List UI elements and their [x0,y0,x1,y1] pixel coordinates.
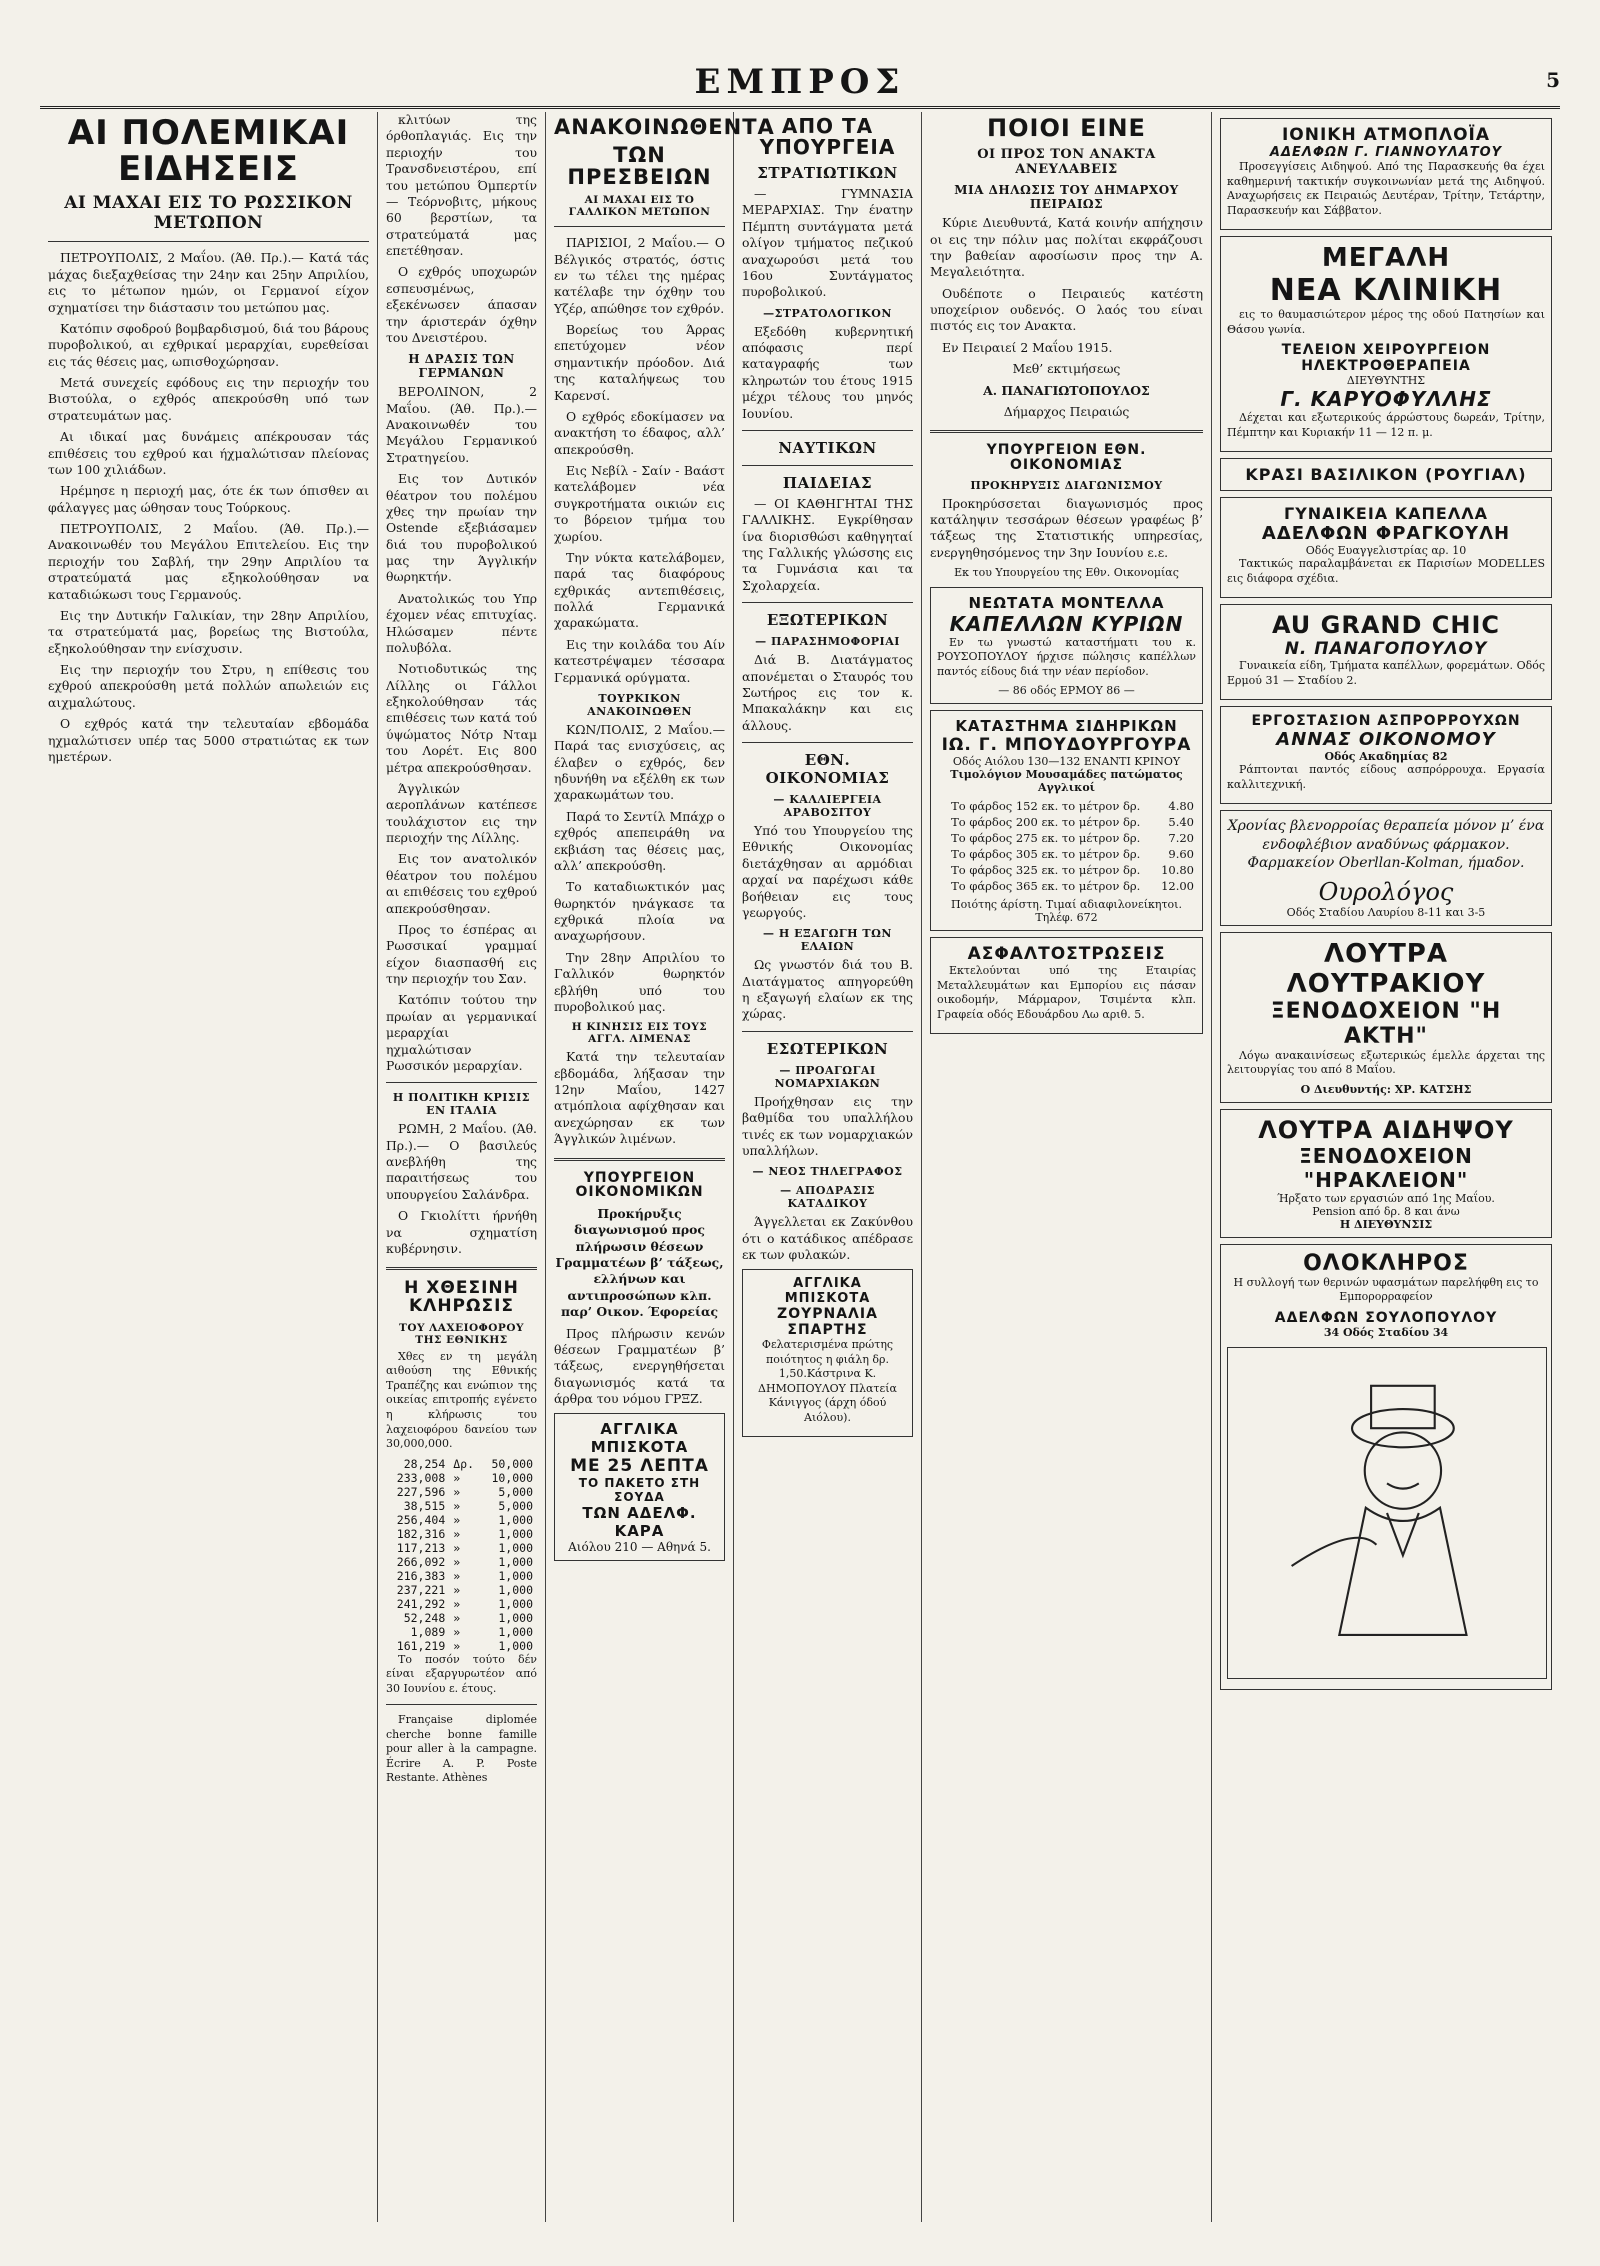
asphalt-title: ΑΣΦΑΛΤΟΣΤΡΩΣΕΙΣ [967,944,1166,965]
recruitment-subhead: —ΣΤΡΑΤΟΛΟΓΙΚΟΝ [763,306,892,320]
signature-line-3: Δήμαρχος Πειραιώς [1003,403,1130,419]
price-cell: Το φάρδος 305 εκ. το μέτρον δρ. [951,847,1141,862]
grand-chic-line2: Ν. ΠΑΝΑΓΟΠΟΥΛΟΥ [1284,639,1488,660]
article-paragraph: Ηρέμησε η περιοχή μας, ότε έκ των όπισθεν αι φάλαγγες μας ώθησαν τους Τούρκους. [48,483,369,515]
education-subhead: ΠΑΙΔΕΙΑΣ [782,473,873,492]
article-paragraph: Ο εχθρός υποχωρών εσπευσμένως, εξεκένωσεν άπασαν την άριστεράν όχθην του Δνειστέρου. [386,264,537,345]
lottery-cell: 1,000 [498,1554,533,1569]
article-paragraph: Εις την Δυτικήν Γαλικίαν, την 28ην Απριλίου, τα στρατεύματά μας, βορείως της Βιστούλα, εξηκολούθησαν την ενίσχυσιν. [48,607,369,656]
biscuits-ad-line2: ΜΕ 25 ΛΕΠΤΑ [570,1456,709,1477]
interior-subhead: ΕΣΩΤΕΡΙΚΩΝ [766,1039,889,1058]
article-paragraph: κλιτύων της όρθοπλαγιάς. Εις την περιοχήν του Τρανσδνειστέρου, επί του μετώπου Όμπερτίν — Τεόρνοβιτς, μήκους 60 βερστίων, τα στρατεύματά μας επετέθησαν. [386,112,537,258]
classified-ad: Française diplomée cherche bonne famille pour aller à la campagne. Écrire A. P. Poste Restante. Athènes [386,1713,537,1785]
lottery-row [386,1555,537,1569]
finance-ministry-sub: Προκήρυξις διαγωνισμού προς πλήρωσιν θέσεων Γραμματέων β’ τάξεως, ελλήνων και αντιπροσώπων κλπ. παρ’ Οικον. Έφορείας [555,1205,724,1320]
price-cell: Το φάρδος 275 εκ. το μέτρον δρ. [951,831,1141,846]
lottery-row [386,1457,537,1471]
article-paragraph: ΠΕΤΡΟΥΠΟΛΙΣ, 2 Μαΐου. (Άθ. Πρ.).— Κατά τάς μάχας διεξαχθείσας την 24ην και 25ην Απριλίου, εις το μέτωπον ημών, οι Γερμανοί είχον σχηματίσει την διάστασιν του μετώπου μας. [48,250,369,315]
lottery-cell: 50,000 [491,1456,533,1471]
corn-subhead: — ΚΑΛΛΙΕΡΓΕΙΑ ΑΡΑΒΟΣΙΤΟΥ [773,793,882,819]
lottery-cell: 10,000 [491,1470,533,1485]
sparta-ad-text: Φελατερισμένα πρώτης ποιότητος η φιάλη δρ. 1,50.Κάστρινα Κ. ΔΗΜΟΠΟΥΛΟΥ Πλατεία Κάνιγγος (άρχη όδού Αιόλου). [758,1338,897,1424]
hardware-ad [930,710,1203,931]
ionian-title: ΙΟΝΙΚΗ ΑΤΜΟΠΛΟΪΑ [1281,125,1491,145]
article-paragraph: Νοτιοδυτικώς της Λίλλης οι Γάλλοι εξηκολούθησαν τάς επιθέσεις των κατά τού ύψώματος Νότρ Νταμ του Λορέτ. Εις 800 μέτρα απεκρούσθησαν. [386,661,537,775]
hats-men-line2: ΚΑΠΕΛΛΩΝ ΚΥΡΙΩΝ [949,611,1184,636]
lottery-cell: 1,000 [498,1512,533,1527]
lottery-cell: » [453,1470,461,1485]
loutraki-text: Λόγω ανακαινίσεως εξωτερικώς έμελλε άρχεται της λειτουργίας του από 8 Μαΐου. [1227,1048,1545,1077]
hardware-tel: Ποιότης άρίστη. Τιμαί αδιαφιλονείκητοι. Τηλέφ. 672 [951,898,1182,925]
escape-subhead: — ΑΠΟΔΡΑΣΙΣ ΚΑΤΑΔΙΚΟΥ [780,1184,875,1211]
biscuits-ad-line1: ΑΓΓΛΙΚΑ ΜΠΙΣΚΟΤΑ [590,1420,689,1457]
price-row [937,862,1196,878]
article-paragraph: ΒΕΡΟΛΙΝΟΝ, 2 Μαΐου. (Άθ. Πρ.).— Ανακοινωθέν του Μεγάλου Γερμανικού Στρατηγείου. [386,384,537,465]
workshop-line1: ΕΡΓΟΣΤΑΣΙΟΝ ΑΣΠΡΟΡΡΟΥΧΩΝ [1251,713,1521,730]
clinic-doctor: Γ. ΚΑΡΥΟΦΥΛΛΗΣ [1280,387,1492,412]
article-paragraph: Υπό του Υπουργείου της Εθνικής Οικονομίας διετάχθησαν αι αρμόδιαι αρχαί να παρέχωσι κάθε βοήθειαν εις τους γεωργούς. [742,823,913,920]
loutraki-owner: Ο Διευθυντής: ΧΡ. ΚΑΤΣΗΣ [1300,1082,1472,1096]
olives-subhead: — Η ΕΞΑΓΩΓΗ ΤΩΝ ΕΛΑΙΩΝ [763,927,892,954]
hats-men-line1: ΝΕΩΤΑΤΑ ΜΟΝΤΕΛΛΑ [968,593,1165,612]
price-cell: 4.80 [1168,799,1194,814]
page-number: 5 [1546,68,1560,92]
lottery-row [386,1471,537,1485]
decorations-subhead: — ΠΑΡΑΣΗΜΟΦΟΡΙΑΙ [755,635,900,649]
tailor-title: ΟΛΟΚΛΗΡΟΣ [1303,1250,1469,1276]
clinic-line2: ΝΕΑ ΚΛΙΝΙΚΗ [1269,273,1503,309]
lottery-cell: » [453,1540,461,1555]
sparta-ad-line2: ΖΟΥΡΝΑΛΙΑ ΣΠΑΡΤΗΣ [777,1306,878,1339]
price-row [937,878,1196,894]
clinic-text: εις το θαυμασιώτερον μέρος της οδού Πατησίων και Θάσου γωνία. [1227,308,1545,336]
naval-subhead: ΝΑΥΤΙΚΩΝ [778,438,877,457]
article-paragraph: Διά Β. Διατάγματος απονέμεται ο Σταυρός του Σωτήρος εις τον κ. Μπακαλάκην και εις άλλους. [742,652,913,733]
lottery-cell: 1,000 [498,1596,533,1611]
foreign-subhead: ΕΞΩΤΕΡΙΚΩΝ [766,611,889,630]
lottery-cell: » [453,1498,461,1513]
price-row [937,798,1196,814]
article-paragraph: Ο εχθρός εδοκίμασεν να ανακτήση το έδαφος, αλλ’ απεκρούσθη. [554,408,725,457]
lottery-cell: 233,008 [396,1470,446,1485]
article-paragraph: Άγγλικών αεροπλάνων κατέπεσε τουλάχιστον εις την περιοχήν της Λίλλης. [386,780,537,845]
ionian-ad [1220,118,1552,230]
lottery-cell: 1,089 [410,1624,446,1639]
workshop-text: Ράπτονται παντός είδους ασπρόρρουχα. Εργασία καλλιτεχνική. [1227,763,1545,791]
price-cell: 5.40 [1168,815,1194,830]
german-action-subhead: Η ΔΡΑΣΙΣ ΤΩΝ ΓΕΡΜΑΝΩΝ [408,352,515,381]
lottery-cell: 1,000 [498,1540,533,1555]
lottery-cell: » [453,1554,461,1569]
lottery-text: Χθες εν τη μεγάλη αιθούση της Εθνικής Τραπέζης και ενώπιον της οικείας επιτροπής εγένετο η κλήρωσις του λαχειοφόρου δανείου των 30,000,000. [386,1349,537,1451]
price-row [937,814,1196,830]
article-paragraph: Ανατολικώς του Υπρ έχομεν νέας επιτυχίας. Ηλώσαμεν πέντε πολυβόλα. [386,590,537,655]
ministries-banner: ΑΠΟ ΤΑ ΥΠΟΥΡΓΕΙΑ [759,114,896,159]
article-paragraph: Ο εχθρός κατά την τελευταίαν εβδομάδα ηχμαλώτισεν υπέρ τας 5000 στρατιώτας εκ των ημετέρων. [48,716,369,764]
hardware-line1: ΚΑΤΑΣΤΗΜΑ ΣΙΔΗΡΙΚΩΝ [955,717,1178,736]
workshop-addr: Οδός Ακαδημίας 82 [1324,750,1448,764]
biscuits-ad-line5: Αιόλου 210 — Αθηνά 5. [568,1540,711,1555]
lottery-cell: Δρ. [453,1456,475,1471]
article-paragraph: ΠΑΡΙΣΙΟΙ, 2 Μαΐου.— Ο Βέλγικός στρατός, όστις εν τω τέλει της ημέρας κατέλαβε την όχθην του Υζέρ, απώθησε τον εχθρόν. [554,235,725,316]
aidipsos-line2: ΞΕΝΟΔΟΧΕΙΟΝ "ΗΡΑΚΛΕΙΟΝ" [1299,1143,1473,1192]
loutraki-ad [1220,932,1552,1103]
lottery-title: Η ΧΘΕΣΙΝΗ ΚΛΗΡΩΣΙΣ [404,1278,519,1317]
telegraph-subhead: — ΝΕΟΣ ΤΗΛΕΓΡΑΦΟΣ [752,1165,903,1179]
lottery-cell: » [453,1484,461,1499]
masthead [40,62,1560,109]
aidipsos-text: Ήρξατο των εργασιών από 1ης Μαΐου. [1277,1191,1495,1205]
lottery-cell: 237,221 [396,1582,446,1597]
economy-ministry-note: Εκ του Υπουργείου της Εθν. Οικονομίας [954,566,1179,580]
lottery-cell: 227,596 [396,1484,446,1499]
price-cell: 12.00 [1161,879,1194,894]
hardware-line2: ΙΩ. Γ. ΜΠΟΥΔΟΥΡΓΟΥΡΑ [941,735,1192,756]
aidipsos-price: Pension από δρ. 8 και άνω [1312,1204,1460,1218]
price-cell: 9.60 [1168,847,1194,862]
lottery-cell: » [453,1596,461,1611]
italy-crisis-subhead: Η ΠΟΛΙΤΙΚΗ ΚΡΙΣΙΣ ΕΝ ΙΤΑΛΙΑ [392,1091,531,1118]
ionian-text: Προσεγγίσεις Αιδηψού. Από της Παρασκευής θα έχει καθημερινή τακτικήν συγκοινωνίαν μετά της Αιδηψού. Αναχωρήσεις εκ Πειραιώς Δευτέραν, Τρίτην, Τετάρτην, Παρασκευήν και Σάββατον. [1227,160,1545,217]
war-news-banner: ΑΙ ΠΟΛΕΜΙΚΑΙ ΕΙΔΗΣΕΙΣ [67,113,350,189]
promotions-subhead: — ΠΡΟΑΓΩΓΑΙ ΝΟΜΑΡΧΙΑΚΩΝ [774,1063,881,1090]
price-table [937,798,1196,894]
lottery-cell: 266,092 [396,1554,446,1569]
article-paragraph: Εξεδόθη κυβερνητική απόφασις περί καταγραφής των κληρωτών του έτους 1915 μέχρι τέλους του μηνός Ιουνίου. [742,323,913,421]
who-subhead-1: ΟΙ ΠΡΟΣ ΤΟΝ ΑΝΑΚΤΑ ΑΝΕΥΛΑΒΕΙΣ [977,147,1156,178]
embassies-subhead: ΑΙ ΜΑΧΑΙ ΕΙΣ ΤΟ ΓΑΛΛΙΚΟΝ ΜΕΤΩΠΟΝ [568,194,711,219]
article-paragraph: Κατά την τελευταίαν εβδομάδα, λήξασαν την 12ην Μαΐου, 1427 ατμόπλοια αφίχθησαν και ανεχώρησαν εκ των Άγγλικών λιμένων. [554,1049,725,1147]
workshop-line2: ΑΝΝΑΣ ΟΙΚΟΝΟΜΟΥ [1276,729,1496,751]
sparta-ad [742,1269,913,1437]
column-embassies [546,112,775,2222]
lottery-cell: 1,000 [498,1526,533,1541]
masthead-title: ΕΜΠΡΟΣ [694,62,906,102]
lottery-row [386,1527,537,1541]
price-cell: Το φάρδος 325 εκ. το μέτρον δρ. [951,863,1141,878]
article-paragraph: Εις Νεβίλ - Σαίν - Βαάστ κατελάβομεν νέα συγκροτήματα οικιών εις το βόρειον τμήμα του χωρίου. [554,463,725,544]
article-paragraph: Την νύκτα κατελάβομεν, παρά τας διαφόρους εχθρικάς αντεπιθέσεις, πολλά Γερμανικά χαρακώματα. [554,549,725,631]
ionian-subtitle: ΑΔΕΛΦΩΝ Γ. ΓΙΑΝΝΟΥΛΑΤΟΥ [1269,145,1503,160]
article-paragraph: Προήχθησαν εις την βαθμίδα του υπαλλήλου τινές εκ των νομαρχιακών υπαλλήλων. [742,1093,913,1158]
lottery-cell: 38,515 [403,1498,446,1513]
clinic-director-label: ΔΙΕΥΘΥΝΤΗΣ [1346,374,1426,388]
sparta-ad-line1: ΑΓΓΛΙΚΑ ΜΠΙΣΚΟΤΑ [784,1276,871,1307]
loutraki-line2: ΞΕΝΟΔΟΧΕΙΟΝ "Η ΑΚΤΗ" [1270,998,1502,1049]
wine-title: ΚΡΑΣΙ ΒΑΣΙΛΙΚΟΝ (ΡΟΥΓΙΑΛ) [1245,465,1527,485]
article-paragraph: ΚΩΝ/ΠΟΛΙΣ, 2 Μαΐου.— Παρά τας ενισχύσεις, ας έλαβεν ο εχθρός, δεν ηδυνήθη να εξέλθη εκ των χαρακωμάτων του. [554,721,725,803]
signature-line-1: Μεθ’ εκτιμήσεως [1012,361,1121,377]
article-paragraph: Την 28ην Απριλίου το Γαλλικόν θωρηκτόν εβλήθη υπό του πυροβολικού μας. [554,949,725,1014]
aidipsos-line1: ΛΟΥΤΡΑ ΑΙΔΗΨΟΥ [1258,1115,1514,1144]
lottery-cell: » [453,1568,461,1583]
price-cell: 7.20 [1168,831,1194,846]
clinic-surgery: ΤΕΛΕΙΟΝ ΧΕΙΡΟΥΡΓΕΙΟΝ [1281,342,1491,359]
urologist-text: Χρονίας βλενορροίας θεραπεία μόνον μ’ ένα ενδοφλέβιον αναδύνως φάρμακον. Φαρμακείον Oberllan-Kolman, ήμαδον. [1227,818,1545,872]
clinic-electro: ΗΛΕΚΤΡΟΘΕΡΑΠΕΙΑ [1301,358,1471,375]
lottery-cell: 52,248 [403,1610,446,1625]
loutraki-line1: ΛΟΥΤΡΑ ΛΟΥΤΡΑΚΙΟΥ [1286,938,1486,999]
article-paragraph: Αι ιδικαί μας δυνάμεις απέκρουσαν τάς επιθέσεις του εχθρού και ήχμαλώτισαν πλείονας των 100 χιλιάδων. [48,429,369,477]
lottery-cell: 1,000 [498,1568,533,1583]
military-subhead: ΣΤΡΑΤΙΩΤΙΚΩΝ [757,164,898,182]
hats-men-text: Εν τω γνωστώ καταστήματι του κ. ΡΟΥΣΟΠΟΥΛΟΥ ήρχισε πώλησις καπέλλων παντός είδους διά την νέαν περίοδον. [937,635,1196,678]
lottery-cell: 241,292 [396,1596,446,1611]
lottery-cell: » [453,1582,461,1597]
clinic-line1: ΜΕΓΑΛΗ [1321,243,1451,274]
tailor-ad [1220,1244,1552,1690]
article-paragraph: ΠΕΤΡΟΥΠΟΛΙΣ, 2 Μαΐου. (Άθ. Πρ.).— Ανακοινωθέν του Μεγάλου Επιτελείου. Εις την περιοχήν του Σαβλή, την 29ην Απριλίου τα στρατεύματά μας εξηκολούθησαν να καταδιώκωσι τους Γερμανούς. [48,521,369,602]
column-ministries [734,112,922,2222]
signature-line-2: Α. ΠΑΝΑΓΙΩΤΟΠΟΥΛΟΣ [983,382,1150,398]
lottery-cell: » [453,1610,461,1625]
embassies-banner-1: ΑΝΑΚΟΙΝΩΘΕΝΤΑ [554,115,775,139]
economy-ministry-title: ΥΠΟΥΡΓΕΙΟΝ ΕΘΝ. ΟΙΚΟΝΟΜΙΑΣ [986,442,1147,473]
lottery-cell: 1,000 [498,1610,533,1625]
economy-ministry-text: Προκηρύσσεται διαγωνισμός προς κατάληψιν τεσσάρων θέσεων γραφέως β’ τάξεως της Στατιστικής υπηρεσίας, ενεργηθησόμενος την 3ην Ιουνίου ε.ε. [930,495,1203,560]
lottery-row [386,1569,537,1583]
lottery-cell: » [453,1512,461,1527]
finance-ministry-text: Προς πλήρωσιν κενών θέσεων Γραμματέων β’ τάξεως, ενεργηθήσεται διαγωνισμός κατά τα άρθρα του νόμου ΓΡΞΖ. [554,1325,725,1407]
article-paragraph: Εις τον ανατολικόν θέατρον του πολέμου αι επιθέσεις του εχθρού απεκρούσθησαν. [386,851,537,916]
ladies-hats-line2: ΑΔΕΛΦΩΝ ΦΡΑΓΚΟΥΛΗ [1261,523,1511,545]
lottery-cell: 28,254 [403,1456,446,1471]
lottery-row [386,1513,537,1527]
hats-men-ad [930,587,1203,705]
article-paragraph: — ΓΥΜΝΑΣΙΑ ΜΕΡΑΡΧΙΑΣ. Την ένατην Πέμπτη συντάγματα μετά ολίγον τμήματος πεζικού αναχωρούσι μετά του 16ου Συντάγματος πυροβολικού. [742,186,913,300]
grand-chic-text: Γυναικεία είδη, Τμήματα καπέλλων, φορεμάτων. Οδός Ερμού 31 — Σταδίου 2. [1227,659,1545,687]
lottery-row [386,1611,537,1625]
article-paragraph: Κύριε Διευθυντά, Κατά κοινήν απήχησιν οι εις την πόλιν μας πολίται εκφράζουσι την βαθείαν αφοσίωσιν προς την Α. Μεγαλειότητα. [930,215,1203,280]
lottery-cell: 256,404 [396,1512,446,1527]
asphalt-text: Εκτελούνται υπό της Εταιρίας Μεταλλευμάτων και Εμπορίου εις πάσαν οικοδομήν, Μάρμαρον, Τσιμέντα κλπ. Γραφεία οδός Εδουάρδου Λω αριθ. 5. [937,964,1196,1021]
biscuits-ad [554,1413,725,1561]
urologist-addr: Οδός Σταδίου Λαυρίου 8-11 και 3-5 [1286,905,1486,919]
biscuits-ad-line4: ΤΩΝ ΑΔΕΛΦ. ΚΑΡΑ [582,1504,697,1541]
lottery-row [386,1597,537,1611]
lottery-cell: » [453,1638,461,1653]
price-row [937,830,1196,846]
finance-ministry-title: ΥΠΟΥΡΓΕΙΟΝ ΟΙΚΟΝΟΜΙΚΩΝ [575,1169,704,1201]
lottery-row [386,1485,537,1499]
war-news-subhead: ΑΙ ΜΑΧΑΙ ΕΙΣ ΤΟ ΡΩΣΣΙΚΟΝ ΜΕΤΩΠΟΝ [64,193,353,234]
lottery-cell: » [453,1624,461,1639]
lottery-table [386,1457,537,1653]
aidipsos-ad [1220,1109,1552,1238]
lottery-row [386,1625,537,1639]
lottery-note: Το ποσόν τούτο δέν είναι εξαργυρωτέον από 30 Ιουνίου ε. έτους. [386,1652,537,1695]
hats-men-addr: — 86 οδός ΕΡΜΟΥ 86 — [998,684,1135,698]
price-row [937,846,1196,862]
price-cell: 10.80 [1161,863,1194,878]
lottery-cell: 216,383 [396,1568,446,1583]
grand-chic-line1: AU GRAND CHIC [1271,611,1501,640]
lottery-cell: 1,000 [498,1638,533,1653]
hardware-addr: Οδός Αιόλου 130—132 ΕΝΑΝΤΙ ΚΡΙΝΟΥ [952,755,1181,769]
biscuits-ad-line3: ΤΟ ΠΑΚΕΤΟ ΣΤΗ ΣΟΥΔΑ [578,1476,701,1505]
article-paragraph: Προς το έσπέρας αι Ρωσσικαί γραμμαί είχον διασπασθή εις την περιοχήν του Σαν. [386,921,537,986]
column-war-news [40,112,378,2222]
tailor-text: Η συλλογή των θερινών υφασμάτων παρελήφθη εις το Εμπορορραφείον [1233,1275,1539,1304]
tailor-firm: ΑΔΕΛΦΩΝ ΣΟΥΛΟΠΟΥΛΟΥ [1274,1309,1498,1326]
article-paragraph: — ΟΙ ΚΑΘΗΓΗΤΑΙ ΤΗΣ ΓΑΛΛΙΚΗΣ. Εγκρίθησαν ίνα διορισθώσι καθηγηταί της Γαλλικής γλώσσης εις τα Γυμνάσια και τα Σχολαρχεία. [742,495,913,593]
lottery-row [386,1541,537,1555]
article-paragraph: Εις την κοιλάδα του Αίν κατεστρέψαμεν τέσσαρα Γερμανικά ορύγματα. [554,636,725,685]
who-subhead-2: ΜΙΑ ΔΗΛΩΣΙΣ ΤΟΥ ΔΗΜΑΡΧΟΥ ΠΕΙΡΑΙΩΣ [954,183,1179,212]
article-paragraph: Ο Γκιολίττι ήρνήθη να σχηματίση κυβέρνησιν. [386,1208,537,1256]
gentleman-illustration [1227,1347,1547,1679]
clinic-ad [1220,236,1552,452]
workshop-ad [1220,706,1552,804]
article-paragraph: Ως γνωστόν διά του Β. Διατάγματος απηγορεύθη η εξαγωγή ελαίων εκ της χώρας. [742,957,913,1022]
lottery-cell: » [453,1526,461,1541]
ports-subhead: Η ΚΙΝΗΣΙΣ ΕΙΣ ΤΟΥΣ ΑΓΓΛ. ΛΙΜΕΝΑΣ [571,1021,708,1046]
tailor-addr: 34 Οδός Σταδίου 34 [1323,1325,1449,1339]
ladies-hats-addr: Οδός Ευαγγελιστρίας αρ. 10 [1305,544,1467,558]
lottery-cell: 5,000 [498,1498,533,1513]
grand-chic-ad [1220,604,1552,700]
price-cell: Το φάρδος 152 εκ. το μέτρον δρ. [951,799,1141,814]
article-paragraph: Βορείως του Άρρας επετύχομεν νέον σημαντικήν πρόοδον. Διά της καταλήψεως του Καρενσί. [554,322,725,403]
asphalt-ad [930,937,1203,1034]
lottery-cell: 161,219 [396,1638,446,1653]
urologist-sign: Ουρολόγος [1318,877,1454,906]
article-paragraph: Κατόπιν τούτου την πρωίαν αι γερμανικαί μεραρχίαι ηχμαλώτισαν Ρωσσικόν μεραρχίαν. [386,992,537,1073]
embassies-banner-2: ΤΩΝ ΠΡΕΣΒΕΙΩΝ [567,143,712,190]
economy-ministry-sub: ΠΡΟΚΗΡΥΞΙΣ ΔΙΑΓΩΝΙΣΜΟΥ [970,478,1163,492]
article-paragraph: ΡΩΜΗ, 2 Μαΐου. (Άθ. Πρ.).— Ο βασιλεύς ανεβλήθη της παραιτήσεως του υπουργείου Σαλάνδρα. [386,1121,537,1202]
column-who-are-they [922,112,1212,2222]
lottery-cell: 1,000 [498,1624,533,1639]
lottery-row [386,1499,537,1513]
aidipsos-owner: Η ΔΙΕΥΘΥΝΣΙΣ [1339,1217,1433,1231]
column-ads [1212,112,1560,2222]
ladies-hats-line1: ΓΥΝΑΙΚΕΙΑ ΚΑΠΕΛΛΑ [1284,504,1488,524]
lottery-cell: 182,316 [396,1526,446,1541]
ladies-hats-ad [1220,497,1552,598]
lottery-cell: 5,000 [498,1484,533,1499]
lottery-cell: 117,213 [396,1540,446,1555]
lottery-row [386,1583,537,1597]
hardware-sub: Τιμολόγιον Μουσαμάδες πατώματος Αγγλικοί [950,768,1183,795]
lottery-row [386,1639,537,1653]
clinic-hours: Δέχεται και εξωτερικούς άρρώστους δωρεάν, Τρίτην, Πέμπτην και Κυριακήν 11 — 12 π. μ. [1227,411,1545,439]
price-cell: Το φάρδος 365 εκ. το μέτρον δρ. [951,879,1141,894]
article-paragraph: Μετά συνεχείς εφόδους εις την περιοχήν του Βιστούλα, ο εχθρός απεκρούσθη υπό των στρατευμάτων μας. [48,375,369,423]
who-banner: ΠΟΙΟΙ ΕΙΝΕ [987,114,1146,142]
article-paragraph: Ουδέποτε ο Πειραιεύς κατέστη υποχείριον ουδενός. Ο λαός του είναι πιστός εις τον Ανακτα. [930,285,1203,334]
wine-ad [1220,458,1552,491]
article-paragraph: Εις την περιοχήν του Στρυ, η επίθεσις του εχθρού απεκρούσθη μετά πολλών απωλειών εις αιχμαλώτους. [48,662,369,710]
ladies-hats-text: Τακτικώς παραλαμβάνεται εκ Παρισίων MODELLES εις διάφορα σχέδια. [1227,557,1545,585]
article-paragraph: Κατόπιν σφοδρού βομβαρδισμού, διά του βάρους πυροβολικού, αι εχθρικαί μεραρχίαι, ευρεθείσαι εις τάς θέσεις μας, ωπισθοχώρησαν. [48,320,369,369]
lottery-cell: 1,000 [498,1582,533,1597]
article-paragraph: Παρά το Σεντίλ Μπάχρ ο εχθρός απεπειράθη να εκβιάση τας θέσεις μας, αλλ’ απεκρούσθη. [554,808,725,873]
article-paragraph: Το καταδιωκτικόν μας θωρηκτόν ηνάγκασε τα εχθρικά πλοία να αναχωρήσουν. [554,879,725,944]
economy-subhead: ΕΘΝ. ΟΙΚΟΝΟΜΙΑΣ [765,751,890,787]
article-paragraph: Εν Πειραιεί 2 Μαΐου 1915. [942,339,1113,355]
price-cell: Το φάρδος 200 εκ. το μέτρον δρ. [951,815,1141,830]
article-paragraph: Εις τον Δυτικόν θέατρον του πολέμου χθες την πρωίαν την Ostende εξεβιάσαμεν διά του πυροβολικού μας την Άγγλικήν θωρηκτήν. [386,471,537,585]
article-paragraph: Άγγελλεται εκ Ζακύνθου ότι ο κατάδικος απέδρασε εκ των φυλακών. [742,1214,913,1262]
lottery-subtitle: ΤΟΥ ΛΑΧΕΙΟΦΟΡΟΥ ΤΗΣ ΕΘΝΙΚΗΣ [399,1321,524,1346]
urologist-ad [1220,810,1552,925]
turkish-subhead: ΤΟΥΡΚΙΚΟΝ ΑΝΑΚΟΙΝΩΘΕΝ [587,691,692,718]
column-war-news-cont [378,112,546,2222]
